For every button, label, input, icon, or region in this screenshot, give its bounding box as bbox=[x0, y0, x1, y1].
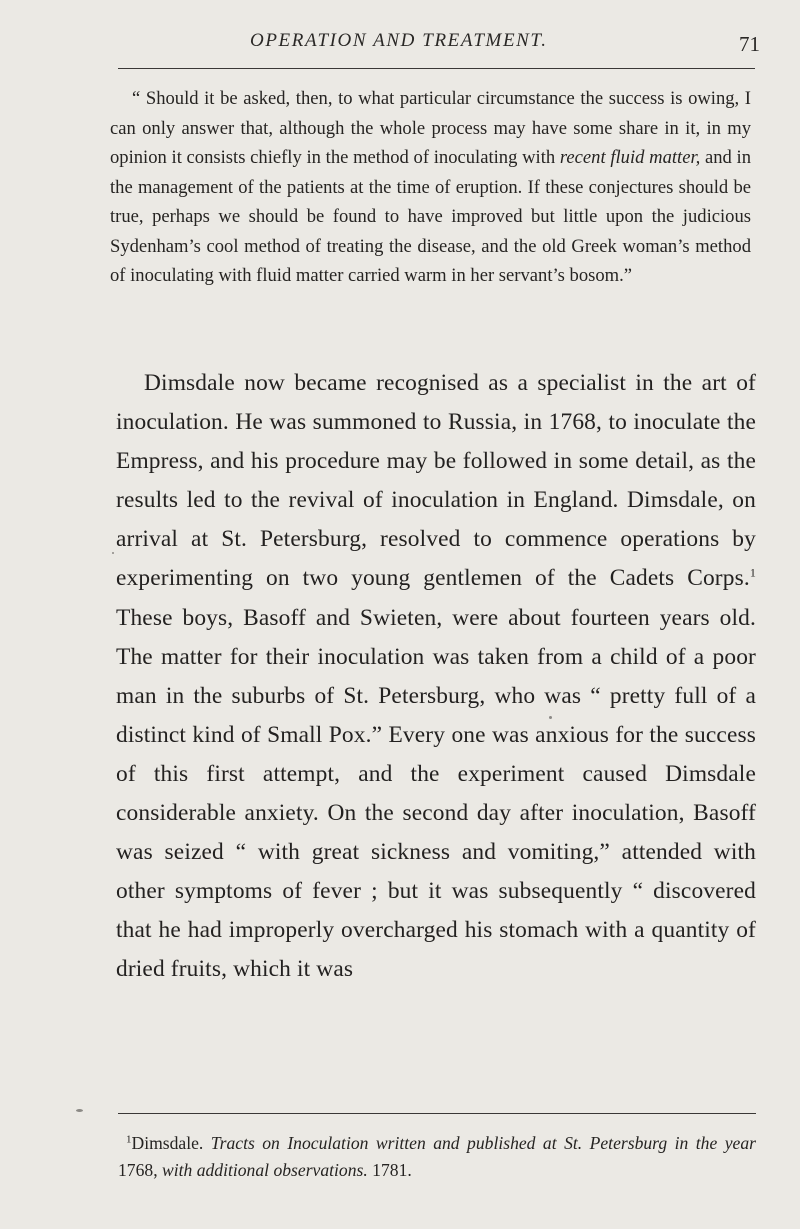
footnote-subtitle: with additional observations. bbox=[162, 1160, 368, 1180]
footnote-rule bbox=[118, 1113, 756, 1114]
page-number: 71 bbox=[739, 32, 760, 56]
body-paragraph bbox=[116, 364, 756, 990]
body-text bbox=[116, 364, 756, 990]
block-quote bbox=[110, 84, 751, 291]
quote-italic-phrase: recent fluid matter, bbox=[559, 147, 701, 168]
footnote-reference: 1 bbox=[749, 566, 756, 581]
body-text-end: These boys, Basoff and Swieten, were about fourteen years old. The matter for their inoculation was taken from a child of a poor man in the suburbs of St. Petersburg, who was “ pretty full of a distinct kind of Small Pox.” Every one was anxious for the success of this first attempt, and the experiment caused Dimsdale considerable anxiety. On the second day after inoculation, Basoff was seized “ with great sickness and vomiting,” attended with other symptoms of fever ; but it was subsequently “ discovered that he had improperly overcharged his stomach with a quantity of dried fruits, which it was bbox=[116, 604, 756, 983]
footnote-title: Tracts on Inoculation written and published at St. Petersburg in the year bbox=[210, 1133, 756, 1153]
footnote-year: 1768, bbox=[118, 1160, 158, 1180]
quote-text-start: “ Should it be asked, then, to what particular circumstance the success is owing, I can only answer that, although the whole process may have some share in it, in my opinion it consists chiefly in the method of inoculating with bbox=[110, 88, 751, 168]
paper-speck bbox=[549, 716, 552, 719]
running-title: OPERATION AND TREATMENT. bbox=[250, 30, 548, 51]
footnote-paragraph bbox=[118, 1130, 756, 1184]
quote-paragraph bbox=[110, 84, 751, 291]
body-text-start: Dimsdale now became recognised as a specialist in the art of inoculation. He was summoned to Russia, in 1768, to inoculate the Empress, and his procedure may be followed in some detail, as the results led to the revival of inoculation in England. Dimsdale, on arrival at St. Petersburg, resolved to commence operations by experimenting on two young gentlemen of the Cadets Corps. bbox=[116, 370, 756, 592]
paper-speck bbox=[112, 552, 114, 554]
running-head bbox=[100, 30, 760, 60]
footnote-mark: 1 bbox=[126, 1133, 132, 1146]
footnote bbox=[118, 1130, 756, 1184]
header-rule bbox=[118, 68, 755, 69]
footnote-author: Dimsdale. bbox=[131, 1133, 204, 1153]
paper-speck bbox=[76, 1109, 83, 1112]
footnote-date: 1781. bbox=[372, 1160, 412, 1180]
quote-text-end: and in the management of the patients at the time of eruption. If these conjectures should be true, perhaps we should be found to have improved but little upon the judicious Sydenham’s cool method of treating the disease, and the old Greek woman’s method of inoculating with fluid matter carried warm in her servant’s bosom.” bbox=[110, 147, 752, 286]
